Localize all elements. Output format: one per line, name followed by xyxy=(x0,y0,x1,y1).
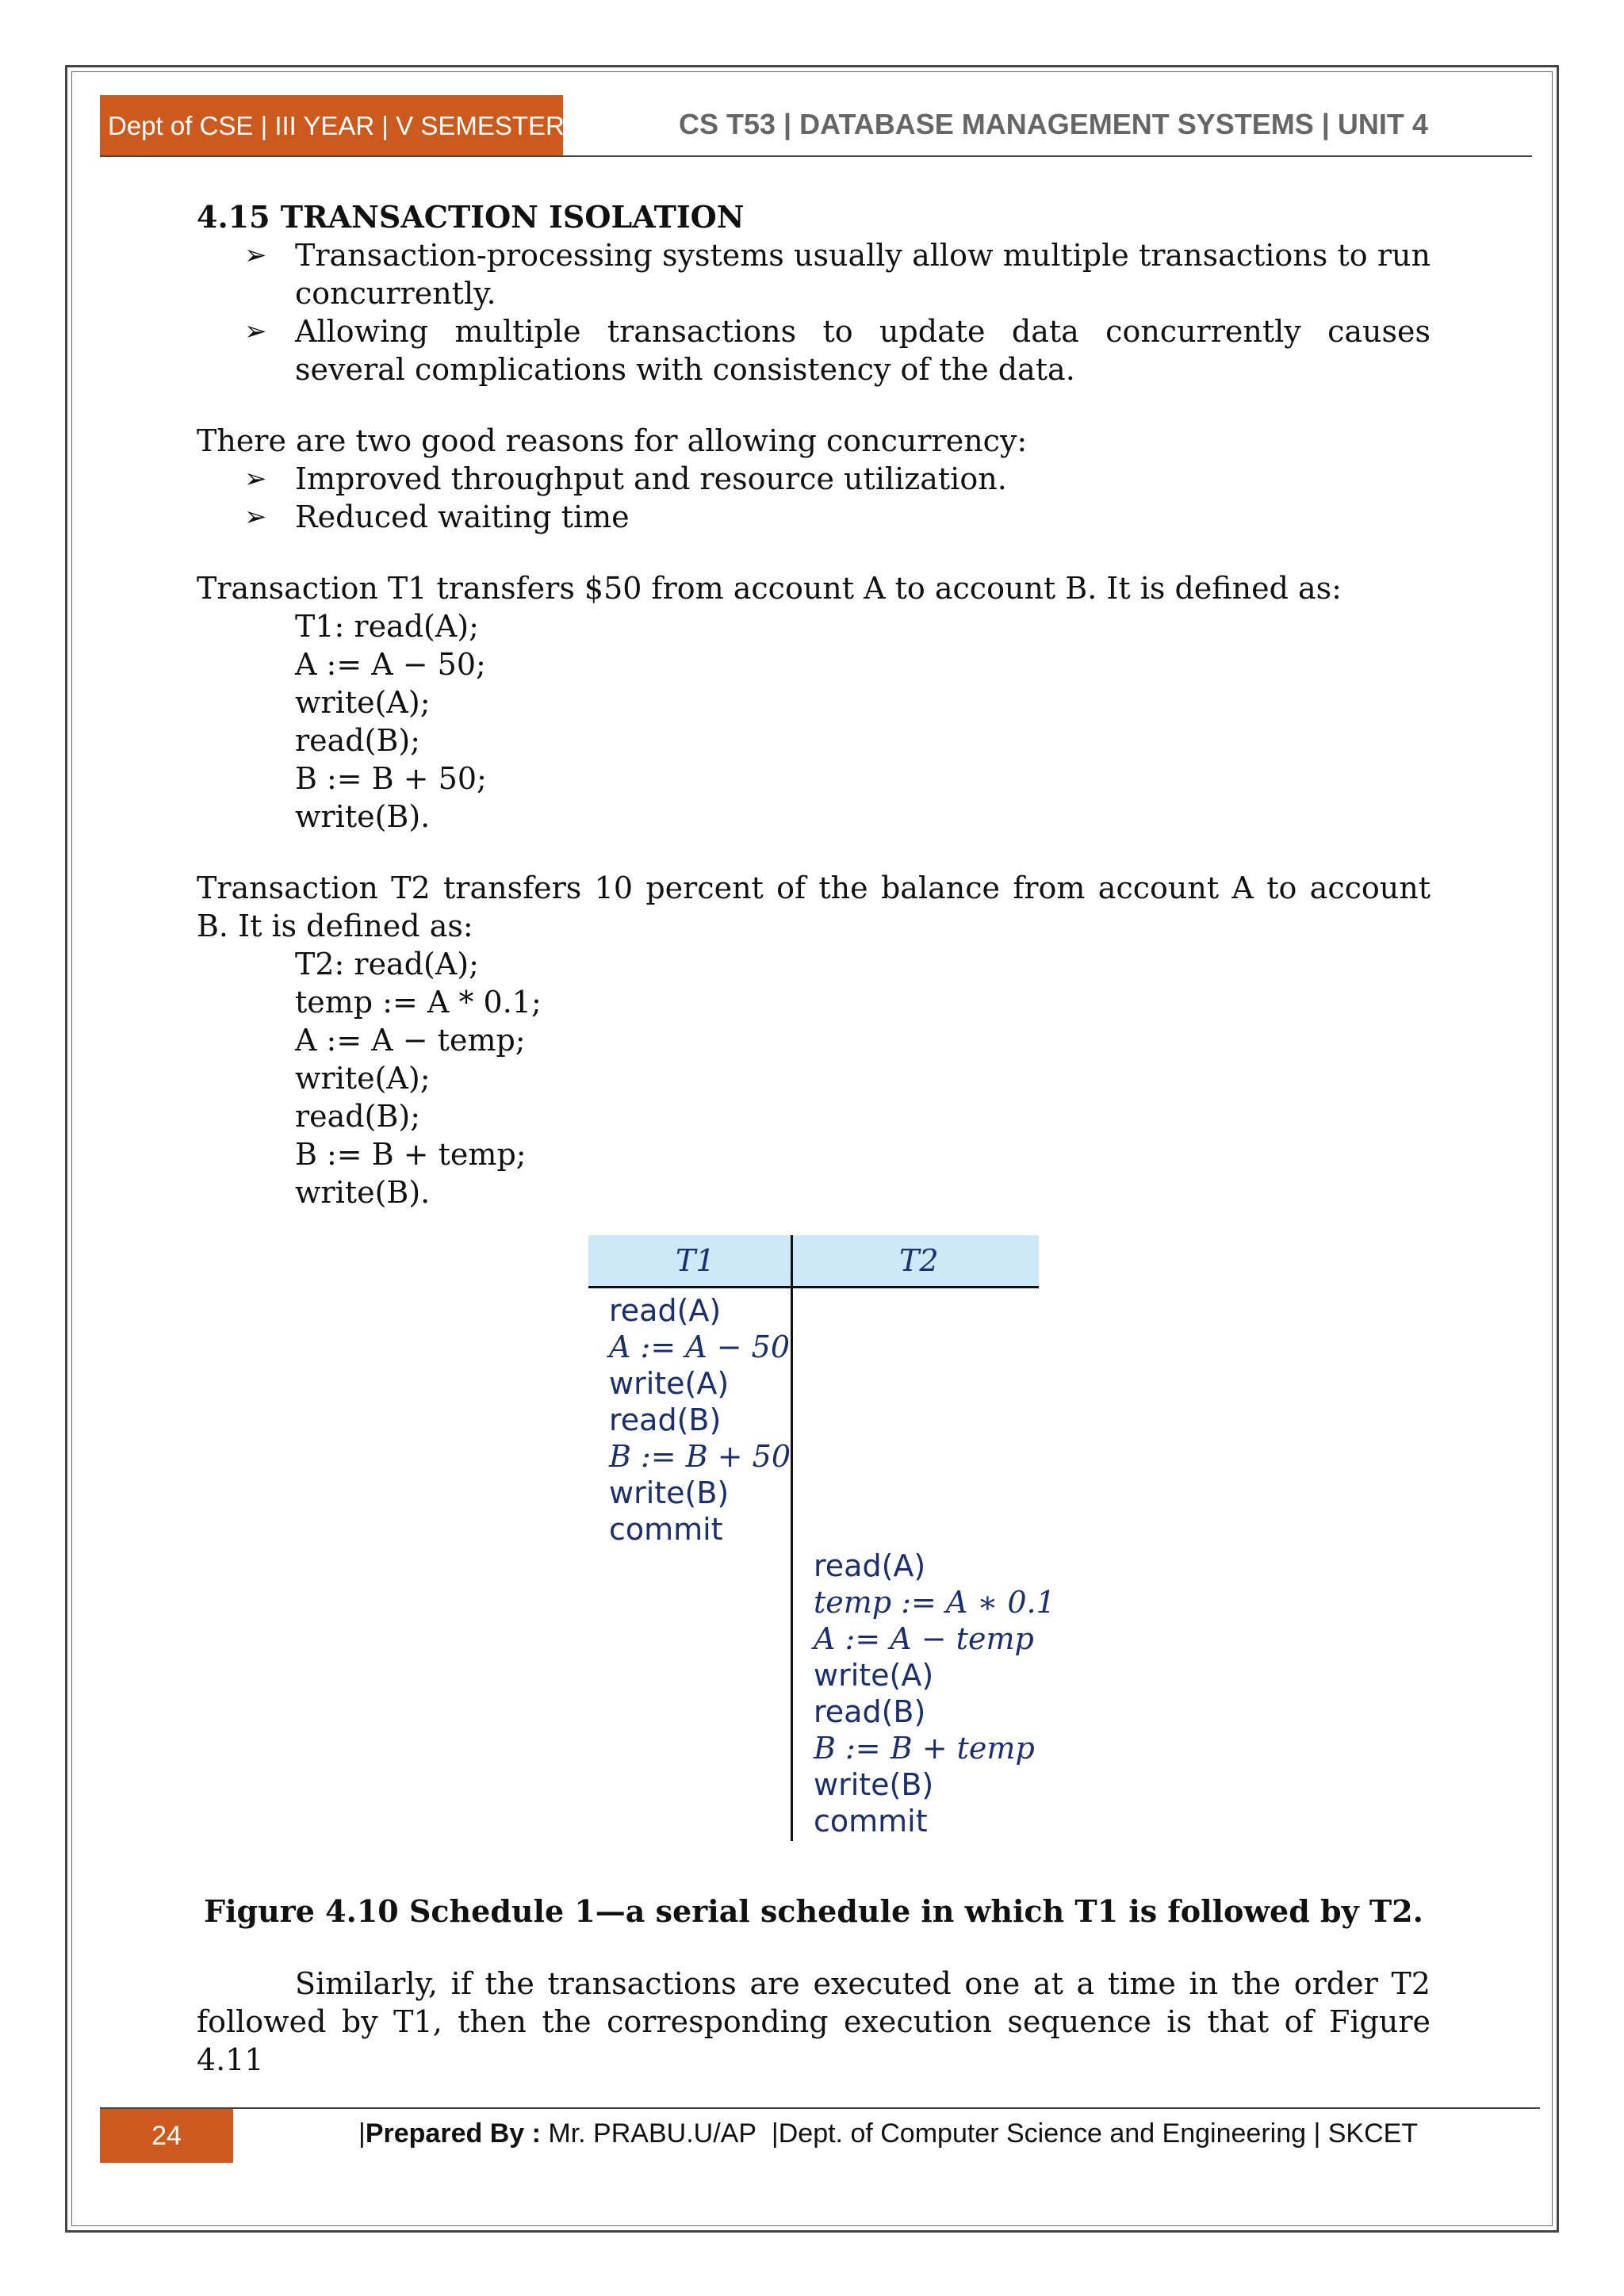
arrow-bullet-icon: ➢ xyxy=(244,316,267,347)
list-item: ➢ Reduced waiting time xyxy=(244,499,630,534)
code-line: A := A − 50; xyxy=(295,647,486,682)
section-title: 4.15 TRANSACTION ISOLATION xyxy=(197,199,745,235)
closing-paragraph: Similarly, if the transactions are executed one at a time in the order T2 followed by T1, then the corresponding execution sequence is that of Figure 4.11 xyxy=(197,1966,1431,2077)
figure-caption: Figure 4.10 Schedule 1—a serial schedule in which T1 is followed by T2. xyxy=(204,1893,1423,1929)
schedule-op: temp := A ∗ 0.1 xyxy=(814,1585,1055,1620)
schedule-op: A := A − 50 xyxy=(609,1330,791,1364)
list-item: ➢ Allowing multiple transactions to update data concurrently causes several complications with consistency of the data. xyxy=(244,314,1431,387)
schedule-op: write(A) xyxy=(609,1366,730,1401)
footer-credits: |Prepared By : Mr. PRABU.U/AP |Dept. of Computer Science and Engineering | SKCET xyxy=(358,2118,1419,2149)
schedule-t1-ops xyxy=(609,1292,791,1548)
schedule-op: read(A) xyxy=(814,1548,926,1583)
code-line: write(B). xyxy=(295,799,431,834)
reasons-intro: There are two good reasons for allowing concurrency: xyxy=(197,423,1028,458)
schedule-op: read(B) xyxy=(609,1402,722,1437)
footer-rule xyxy=(100,2107,1540,2109)
schedule-column-divider xyxy=(791,1235,793,1841)
footer-dept: |Dept. of Computer Science and Engineering | SKCET xyxy=(771,2118,1419,2149)
code-line: T2: read(A); xyxy=(295,947,479,982)
reasons-bullets xyxy=(197,460,1431,536)
code-line: B := B + 50; xyxy=(295,761,487,796)
header-rule xyxy=(100,155,1532,157)
code-line: T1: read(A); xyxy=(295,609,479,644)
header-course-title: CS T53 | DATABASE MANAGEMENT SYSTEMS | UNIT 4 xyxy=(679,108,1428,140)
prepared-by: Mr. PRABU.U/AP xyxy=(548,2118,756,2149)
code-line: B := B + temp; xyxy=(295,1137,527,1172)
code-line: write(A); xyxy=(295,685,431,720)
code-line: A := A − temp; xyxy=(295,1023,526,1058)
code-line: write(B). xyxy=(295,1175,431,1210)
schedule-op: write(B) xyxy=(814,1767,934,1802)
code-line: read(B); xyxy=(295,1099,421,1134)
t2-code xyxy=(197,945,1431,1211)
schedule-header-rule xyxy=(588,1286,1039,1288)
schedule-header xyxy=(588,1235,1039,1286)
list-item: ➢ Improved throughput and resource utilization. xyxy=(244,461,1007,496)
schedule-header-t1: T1 xyxy=(676,1243,715,1278)
schedule-op: commit xyxy=(609,1512,723,1547)
header-dept-badge: Dept of CSE | III YEAR | V SEMESTER xyxy=(100,95,563,157)
schedule-t2-ops xyxy=(814,1548,1055,1839)
schedule-op: write(B) xyxy=(609,1475,730,1510)
schedule-op: A := A − temp xyxy=(814,1621,1034,1656)
isolation-bullets xyxy=(197,236,1431,388)
t2-intro: Transaction T2 transfers 10 percent of the balance from account A to account B. It is defined as: xyxy=(197,871,1431,943)
prepared-label: Prepared By : xyxy=(365,2118,541,2149)
schedule-op: read(A) xyxy=(609,1293,722,1328)
page-number: 24 xyxy=(100,2109,233,2163)
arrow-bullet-icon: ➢ xyxy=(244,239,267,271)
code-line: read(B); xyxy=(295,723,421,758)
schedule-op: read(B) xyxy=(814,1694,926,1729)
code-line: temp := A * 0.1; xyxy=(295,985,542,1020)
schedule-op: B := B + temp xyxy=(814,1731,1035,1766)
schedule-op: write(A) xyxy=(814,1658,934,1693)
arrow-bullet-icon: ➢ xyxy=(244,463,267,495)
main-content xyxy=(197,198,1431,1211)
t1-intro: Transaction T1 transfers $50 from account A to account B. It is defined as: xyxy=(197,571,1342,606)
list-item: ➢ Transaction-processing systems usually allow multiple transactions to run concurrently. xyxy=(244,238,1431,311)
schedule-figure xyxy=(588,1235,1055,1841)
arrow-bullet-icon: ➢ xyxy=(244,501,267,533)
schedule-op: B := B + 50 xyxy=(609,1439,791,1474)
t1-code xyxy=(197,607,1431,836)
schedule-op: commit xyxy=(814,1804,928,1839)
code-line: write(A); xyxy=(295,1061,431,1096)
schedule-header-t2: T2 xyxy=(899,1243,939,1278)
